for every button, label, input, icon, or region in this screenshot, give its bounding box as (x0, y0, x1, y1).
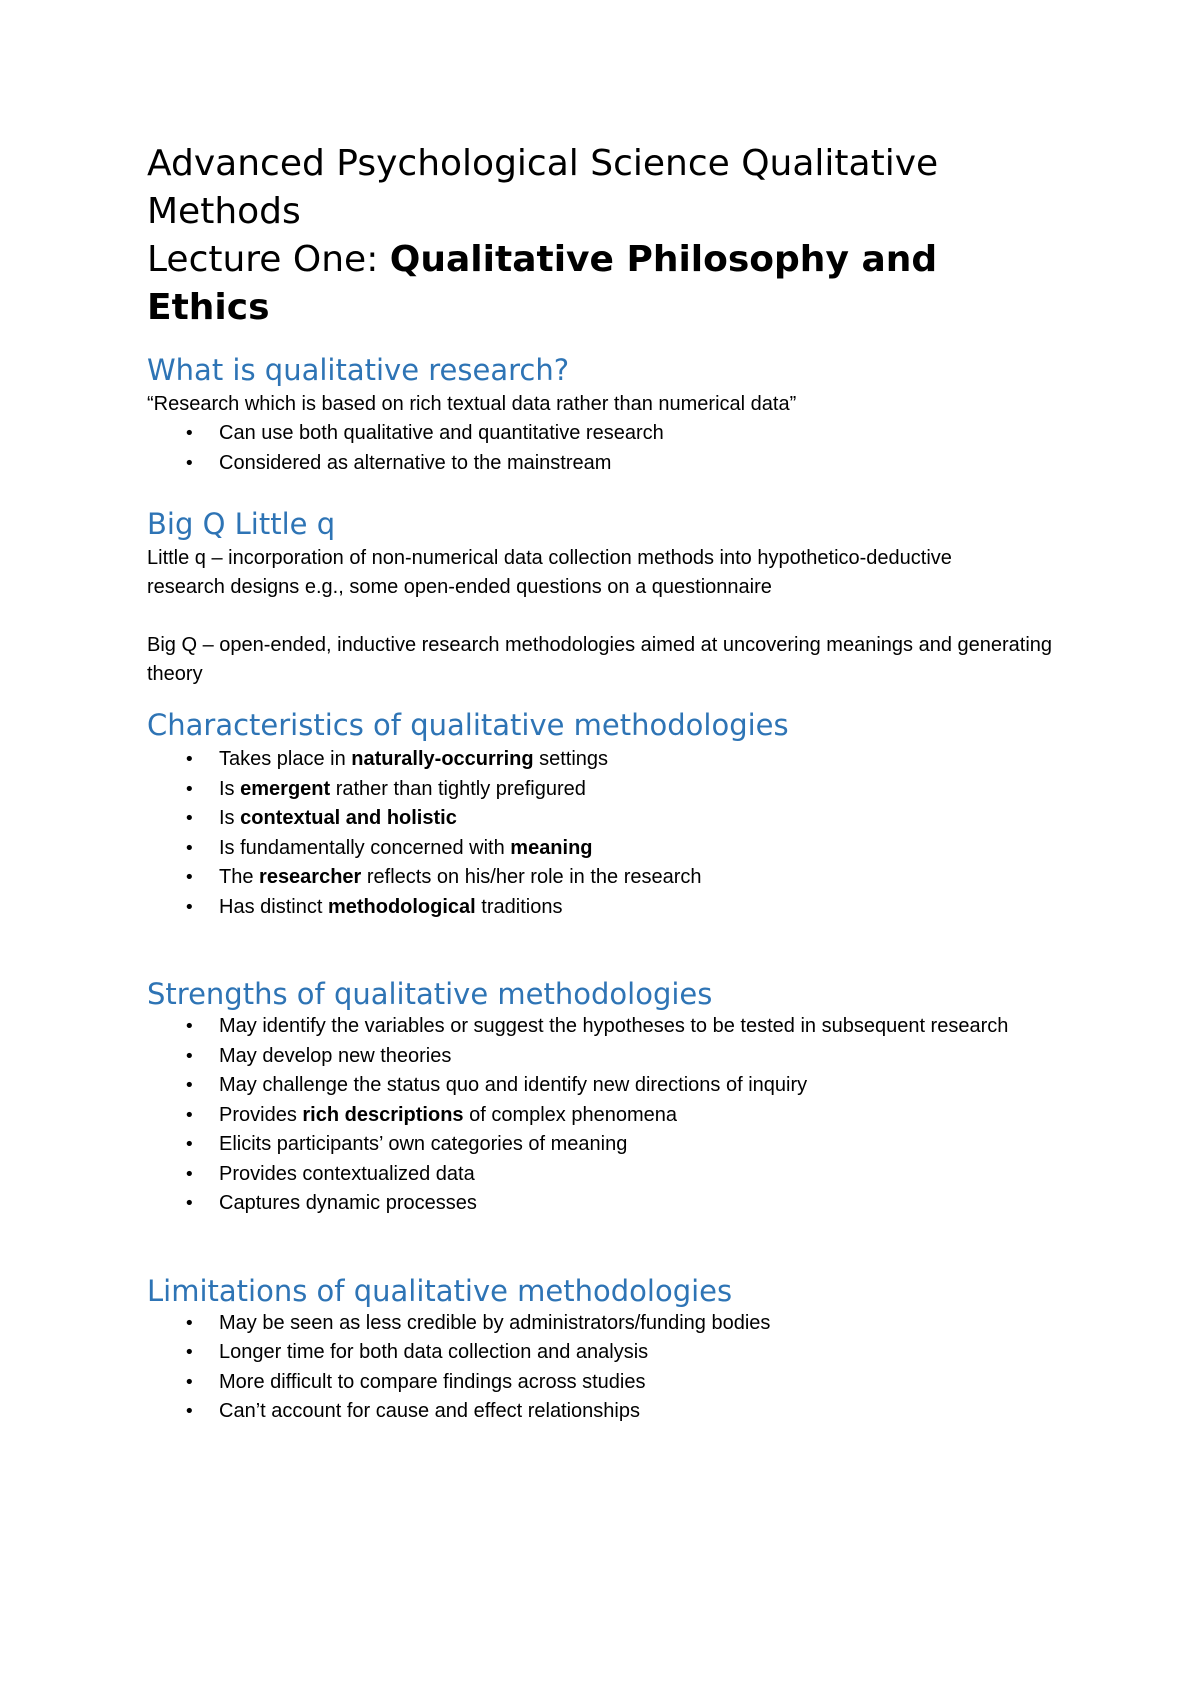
bullet-icon: • (184, 1193, 195, 1214)
bullet-icon: • (184, 1371, 195, 1393)
bullet-icon: • (184, 1163, 195, 1185)
bullet-icon: • (184, 1075, 195, 1096)
strengths-list (147, 1012, 1027, 1219)
bullet-icon: • (184, 423, 195, 444)
bullet-icon: • (184, 837, 195, 859)
limitations-list (147, 1309, 1067, 1427)
list-item: • Elicits participants’ own categories of meaning (147, 1130, 1027, 1160)
bullet-icon: • (184, 749, 195, 770)
list-item: • The researcher reflects on his/her role in the research (147, 863, 1067, 893)
heading-characteristics: Characteristics of qualitative methodologies (147, 708, 789, 742)
bullet-icon: • (184, 1045, 195, 1067)
list-item: • Captures dynamic processes (147, 1189, 1027, 1219)
lecture-name: Qualitative Philosophy and Ethics (147, 239, 938, 328)
bullet-icon: • (184, 778, 195, 800)
bullet-icon: • (184, 867, 195, 888)
list-item: • Can use both qualitative and quantitative research (147, 419, 1067, 449)
list-item: • May develop new theories (147, 1042, 1027, 1072)
list-item: • Longer time for both data collection and analysis (147, 1338, 1067, 1368)
document-page (147, 140, 1067, 1427)
bullet-icon: • (184, 1016, 195, 1037)
list-item: • Is emergent rather than tightly prefigured (147, 775, 1067, 805)
bullet-icon: • (184, 1312, 195, 1334)
lecture-title (147, 236, 1067, 332)
heading-limitations: Limitations of qualitative methodologies (147, 1273, 733, 1308)
list-item: • May challenge the status quo and identify new directions of inquiry (147, 1071, 1027, 1101)
heading-what-is: What is qualitative research? (147, 353, 570, 387)
bullet-icon: • (184, 1342, 195, 1363)
bullet-icon: • (184, 452, 195, 474)
lecture-prefix: Lecture One: (147, 239, 390, 280)
what-is-list (147, 419, 1067, 478)
bullet-icon: • (184, 1401, 195, 1422)
bullet-icon: • (184, 1104, 195, 1126)
list-item: • Considered as alternative to the mainstream (147, 449, 1067, 479)
list-item: • May be seen as less credible by administrators/funding bodies (147, 1309, 1067, 1339)
list-item: • Has distinct methodological traditions (147, 893, 1067, 923)
definition-quote: “Research which is based on rich textual data rather than numerical data” (147, 393, 797, 415)
big-q-paragraph: Big Q – open-ended, inductive research methodologies aimed at uncovering meanings and generating theory (147, 634, 1053, 685)
list-item: • More difficult to compare findings across studies (147, 1368, 1067, 1398)
list-item: • Provides contextualized data (147, 1160, 1027, 1190)
list-item: • Is fundamentally concerned with meaning (147, 834, 1067, 864)
bullet-icon: • (184, 1134, 195, 1155)
little-q-paragraph: Little q – incorporation of non-numerical data collection methods into hypothetico-deductive research designs e.g., some open-ended questions on a questionnaire (147, 547, 952, 598)
characteristics-list (147, 745, 1067, 922)
list-item: • Takes place in naturally-occurring settings (147, 745, 1067, 775)
list-item: • Provides rich descriptions of complex phenomena (147, 1101, 1027, 1131)
document-title (147, 140, 1067, 332)
bullet-icon: • (184, 896, 195, 918)
course-title: Advanced Psychological Science Qualitative Methods (147, 143, 939, 232)
heading-big-q: Big Q Little q (147, 507, 336, 541)
bullet-icon: • (184, 808, 195, 829)
list-item: • Can’t account for cause and effect relationships (147, 1397, 1067, 1427)
heading-strengths: Strengths of qualitative methodologies (147, 977, 713, 1011)
list-item: • May identify the variables or suggest the hypotheses to be tested in subsequent research (147, 1012, 1027, 1042)
list-item: • Is contextual and holistic (147, 804, 1067, 834)
